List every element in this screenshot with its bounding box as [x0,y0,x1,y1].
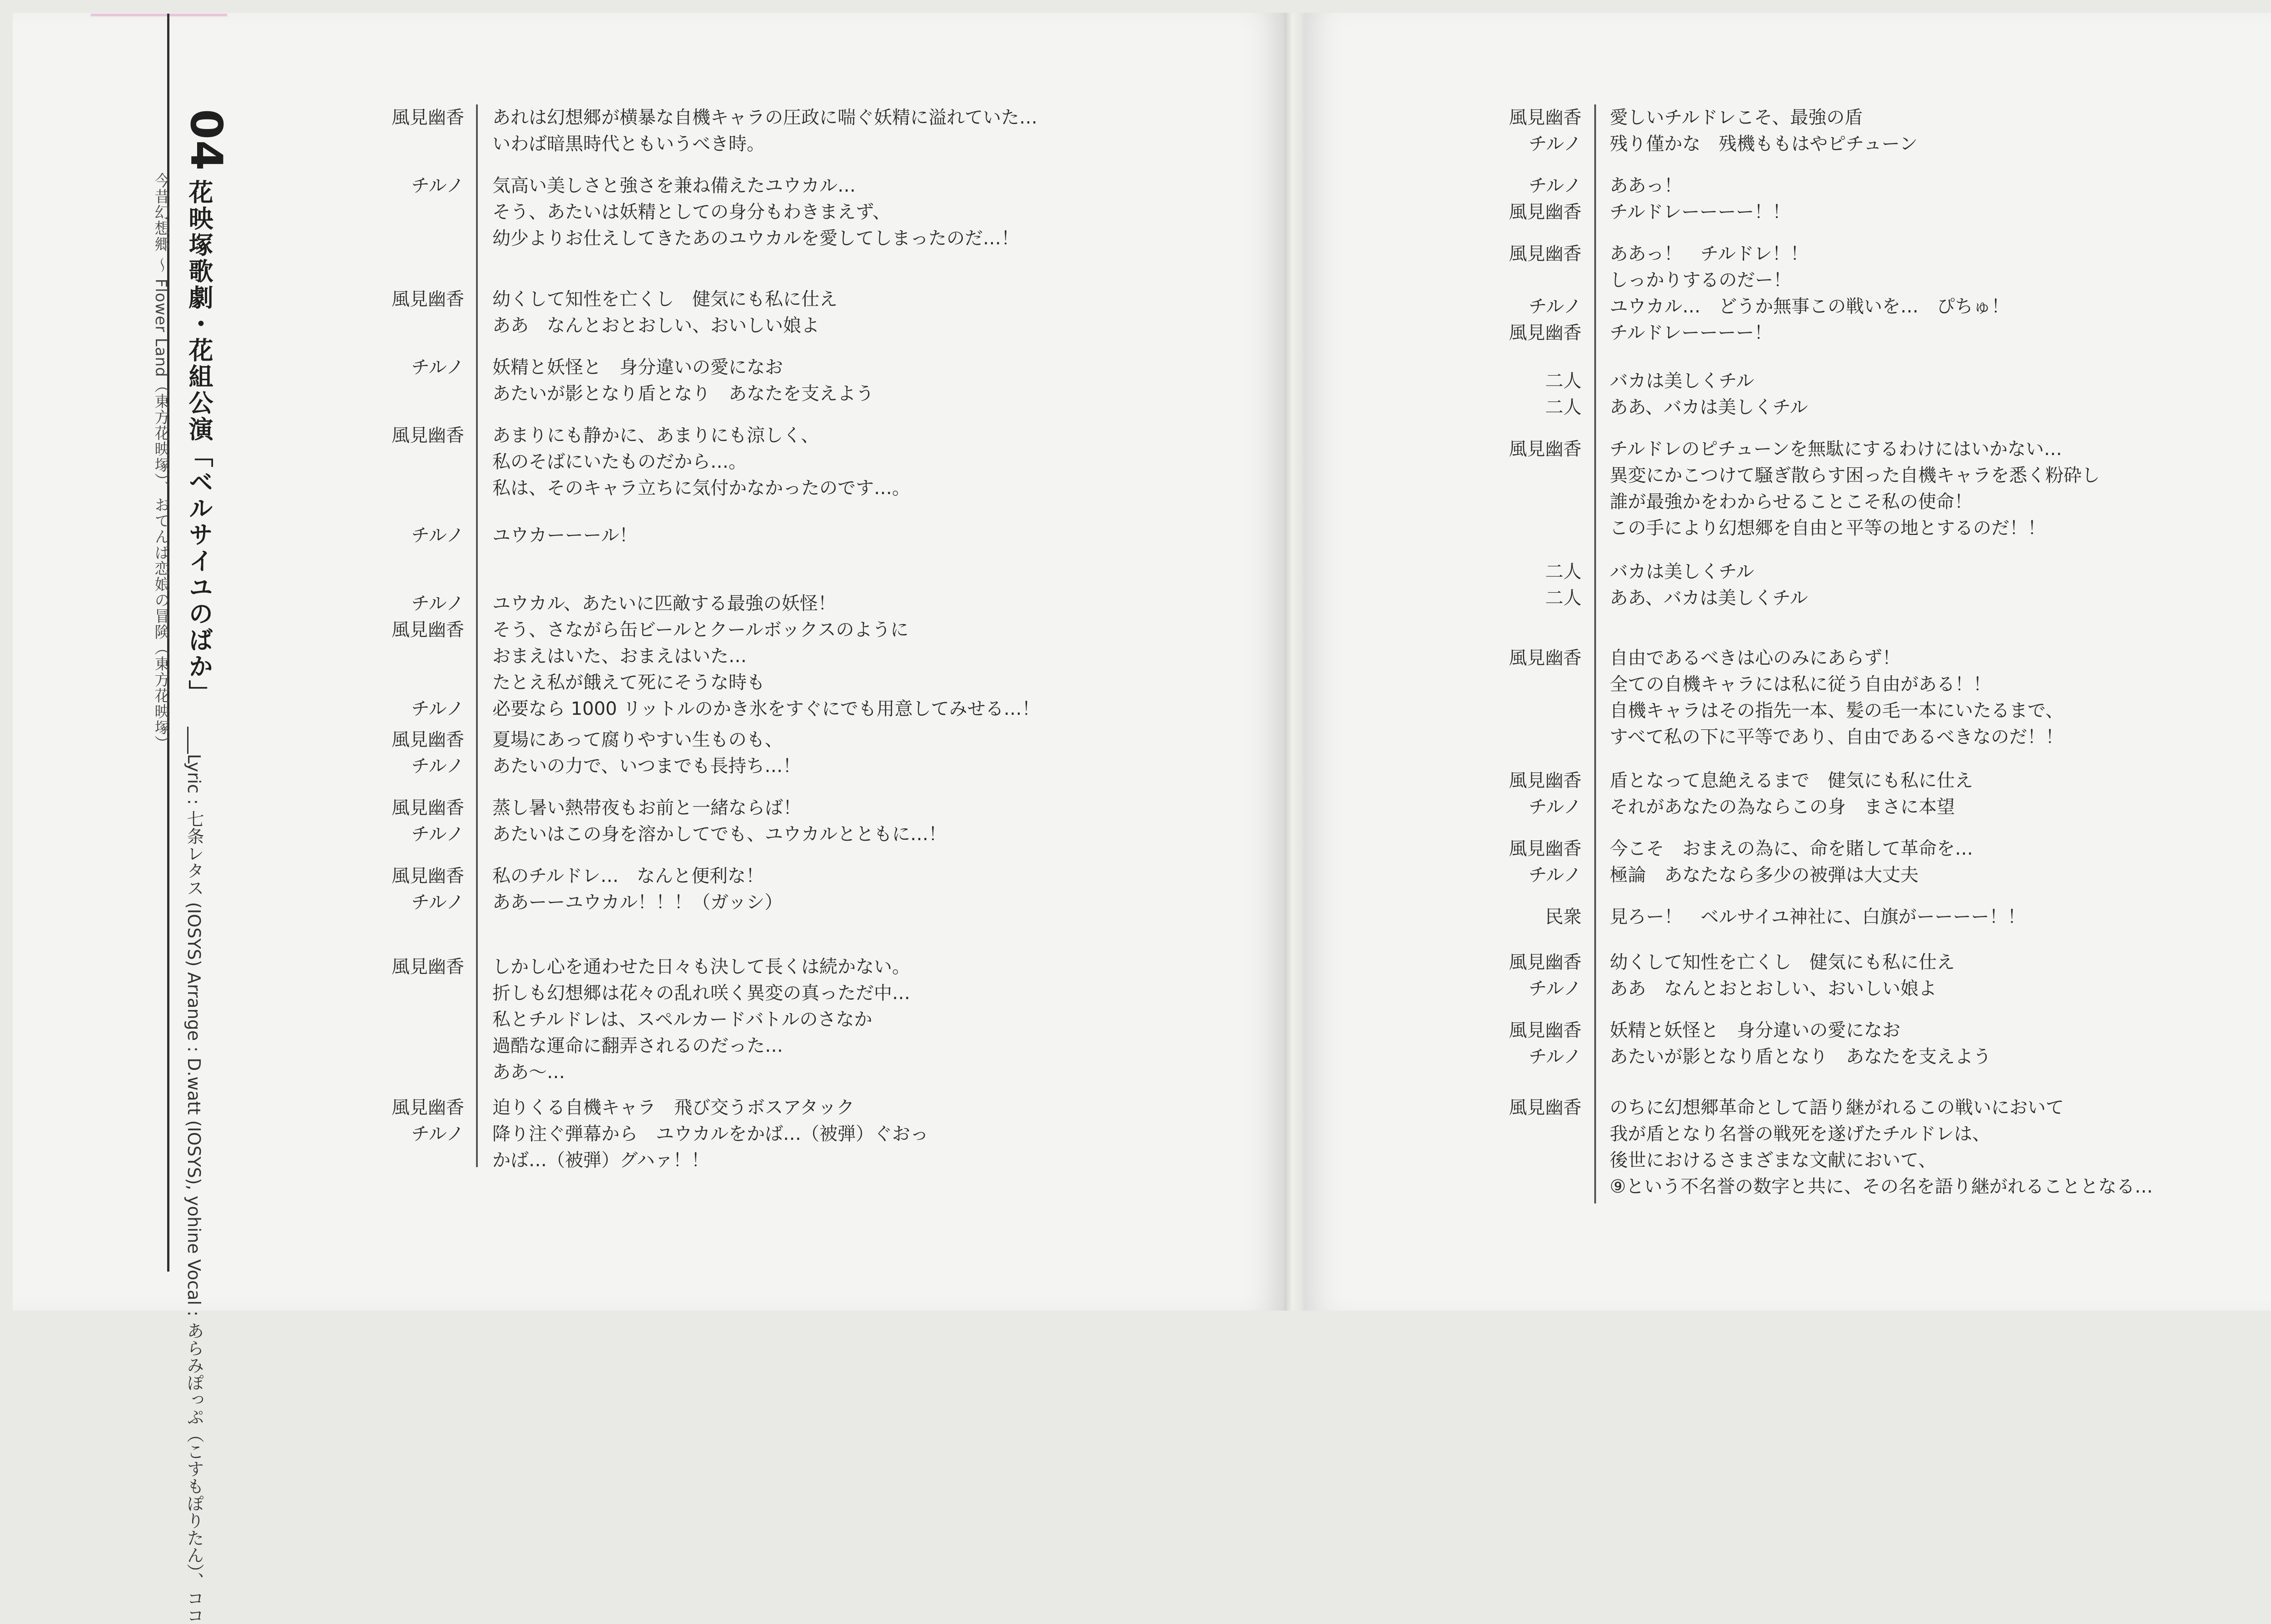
speaker-name [345,1033,464,1059]
lyric-line [1463,975,2235,1002]
speaker-name: 風見幽香 [392,619,464,640]
lyric-text: しかし心を通わせた日々も決して長くは続かない。 [492,956,910,977]
lyric-line [1463,515,2235,541]
speaker-name: 風見幽香 [1509,1097,1582,1118]
lyric-text: 妖精と妖怪と 身分違いの愛になお [492,357,783,378]
lyric-line [1463,267,2235,293]
lyric-text: 誰が最強かをわからせることこそ私の使命！ [1610,491,1973,512]
lyric-text: おまえはいた、おまえはいた… [492,646,747,667]
speaker-name: チルノ [1528,1046,1582,1067]
speaker-name: 風見幽香 [1509,770,1582,791]
lyric-text: ユウカーーール！ [492,525,638,546]
speaker-name: チルノ [411,593,464,614]
lyric-line [1463,320,2235,346]
speaker-name: チルノ [1528,865,1582,886]
lyric-text: 折しも幻想郷は花々の乱れ咲く異変の真っただ中… [492,983,910,1004]
lyric-text: あまりにも静かに、あまりにも涼しく、 [492,425,819,446]
speaker-name: チルノ [411,824,464,845]
lyric-line [1463,394,2235,421]
lyric-line [345,863,1163,889]
lyric-line [1463,173,2235,199]
lyric-line [345,131,1163,157]
lyric-text: 自機キャラはその指先一本、髪の毛一本にいたるまで、 [1610,700,2064,721]
speaker-name: 風見幽香 [392,107,464,128]
lyric-text: ああ なんとおとおしい、おいしい娘よ [492,315,819,336]
speaker-name: チルノ [1528,978,1582,999]
lyric-text: いわば暗黒時代ともいうべき時。 [492,134,765,154]
lyric-text: ああーーユウカル！！！（ガッシ） [492,892,783,913]
lyric-text: 自由であるべきは心のみにあらず！ [1610,648,1900,668]
speaker-name [345,131,464,157]
speaker-name: 風見幽香 [1509,1020,1582,1041]
speaker-name [345,199,464,225]
lyric-line [1463,1017,2235,1044]
lyric-stanza [1463,836,2235,888]
lyric-text: そう、さながら缶ビールとクールボックスのように [492,619,909,640]
speaker-name [1463,489,1582,515]
lyric-text: あたいの力で、いつまでも長持ち…！ [492,756,801,777]
lyric-line [345,199,1163,225]
lyric-stanza [345,727,1163,779]
speaker-name [345,1147,464,1173]
lyric-line [345,980,1163,1006]
lyric-line [1463,489,2235,515]
lyric-text: 私は、そのキャラ立ちに気付かなかったのです…。 [492,478,910,499]
lyric-line [1463,1173,2235,1200]
speaker-name: チルノ [411,525,464,546]
lyric-stanza [1463,1094,2235,1200]
speaker-name [1463,1121,1582,1147]
lyric-text: ああ、バカは美しくチル [1610,588,1808,609]
lyric-text: 私のそばにいたものだから…。 [492,451,747,472]
lyric-stanza [1463,241,2235,346]
lyric-line [345,795,1163,821]
lyric-stanza [1463,1017,2235,1070]
track-source: 今昔幻想郷 ～ Flower Land（東方花映塚）、おてんば恋娘の冒険（東方花映塚） [152,173,170,751]
lyric-line [345,1059,1163,1085]
lyric-text: 必要なら 1000 リットルのかき氷をすぐにでも用意してみせる…！ [492,698,1040,719]
lyric-text: それがあなたの為ならこの身 まさに本望 [1610,797,1955,817]
speaker-name: 風見幽香 [1509,243,1582,264]
speaker-name [345,643,464,669]
speaker-name [345,225,464,252]
lyric-line [1463,645,2235,671]
lyric-line [1463,862,2235,888]
lyric-stanza [1463,104,2235,157]
lyric-text: バカは美しくチル [1610,561,1754,582]
lyric-line [1463,794,2235,820]
speaker-name [1463,515,1582,541]
speaker-name: チルノ [1528,296,1582,317]
lyric-text: 今こそ おまえの為に、命を賭して革命を… [1610,838,1973,859]
lyric-text: あたいが影となり盾となり あなたを支えよう [492,383,874,404]
speaker-name [345,980,464,1006]
speaker-name [345,669,464,696]
track-credits: Lyric : 七条レタス (IOSYS) Arrange : D.watt (IOSYS), yohine Vocal : あらみぽっぷ（こすもぽりたん）、ココ [184,754,204,1624]
lyric-text: 見ろー！ ベルサイユ神社に、白旗がーーーー！！ [1610,906,2026,927]
lyric-line [1463,904,2235,930]
lyric-line [345,821,1163,847]
lyric-text: しっかりするのだー！ [1610,270,1791,291]
lyric-line [345,590,1163,617]
lyric-text: 過酷な運命に翻弄されるのだった… [492,1035,783,1056]
lyric-line [1463,836,2235,862]
lyric-line [345,225,1163,252]
top-accent-bar [91,14,227,16]
lyric-text: 私とチルドレは、スペルカードバトルのさなか [492,1009,873,1030]
speaker-name: 風見幽香 [1509,648,1582,668]
lyric-line [345,669,1163,696]
lyric-text: ああ なんとおとおしい、おいしい娘よ [1610,978,1937,999]
lyric-line [1463,698,2235,724]
lyric-line [345,954,1163,980]
lyric-text: のちに幻想郷革命として語り継がれるこの戦いにおいて [1610,1097,2064,1118]
lyric-line [1463,671,2235,698]
lyric-stanza [345,954,1163,1085]
lyric-text: 我が盾となり名誉の戦死を遂げたチルドレは、 [1610,1124,1990,1144]
lyric-text: かば…（被弾）グハァ！！ [492,1150,709,1171]
speaker-name: 風見幽香 [392,425,464,446]
lyric-line [1463,1121,2235,1147]
speaker-name: チルノ [411,698,464,719]
lyric-text: そう、あたいは妖精としての身分もわきまえず、 [492,202,891,223]
lyric-line [1463,436,2235,462]
lyric-stanza [345,286,1163,339]
lyric-text: 降り注ぐ弾幕から ユウカルをかば…（被弾）ぐおっ [492,1124,928,1144]
lyric-text: あたいはこの身を溶かしてでも、ユウカルとともに…！ [492,824,947,845]
lyric-text: 幼くして知性を亡くし 健気にも私に仕え [1610,952,1955,973]
lyric-line [345,753,1163,779]
speaker-name: チルノ [1528,797,1582,817]
lyric-text: あれは幻想郷が横暴な自機キャラの圧政に喘ぐ妖精に溢れていた… [492,107,1037,128]
lyric-stanza [1463,645,2235,750]
speaker-name: チルノ [411,1124,464,1144]
lyric-text: ああっ！ [1610,175,1682,196]
lyric-text: 全ての自機キャラには私に従う自由がある！！ [1610,674,1991,695]
lyric-line [1463,724,2235,750]
speaker-name: 風見幽香 [1509,107,1582,128]
lyric-stanza [345,522,1163,549]
lyric-stanza [1463,559,2235,611]
speaker-name: チルノ [411,892,464,913]
lyric-line [345,727,1163,753]
speaker-name: 風見幽香 [1509,439,1582,460]
lyric-line [1463,199,2235,225]
lyric-line [345,643,1163,669]
speaker-name [345,449,464,475]
lyric-line [1463,241,2235,267]
speaker-name: 風見幽香 [392,797,464,818]
lyric-stanza [1463,436,2235,541]
lyric-text: たとえ私が餓えて死にそうな時も [492,672,765,693]
speaker-name: 二人 [1545,371,1582,391]
speaker-name: チルノ [411,175,464,196]
speaker-name: チルノ [1528,175,1582,196]
lyric-text: 蒸し暑い熱帯夜もお前と一緒ならば！ [492,797,801,818]
speaker-name: 二人 [1545,561,1582,582]
lyric-line [345,889,1163,916]
lyric-text: ユウカル… どうか無事この戦いを… ぴちゅ！ [1610,296,2009,317]
speaker-name: チルノ [411,357,464,378]
lyric-stanza [1463,767,2235,820]
lyric-text: 盾となって息絶えるまで 健気にも私に仕え [1610,770,1973,791]
lyric-line [345,104,1163,131]
lyric-line [345,354,1163,381]
lyric-line [1463,104,2235,131]
lyric-stanza [345,863,1163,916]
speaker-name: 風見幽香 [1509,322,1582,343]
lyric-line [345,696,1163,722]
lyric-stanza [345,1094,1163,1173]
lyric-text: あたいが影となり盾となり あなたを支えよう [1610,1046,1991,1067]
lyric-line [345,1121,1163,1147]
lyric-line [345,475,1163,501]
lyric-line [345,173,1163,199]
lyric-text: バカは美しくチル [1610,371,1754,391]
lyric-text: 後世におけるさまざまな文献において、 [1610,1150,1937,1171]
lyric-text: ⑨という不名誉の数字と共に、その名を語り継がれることとなる… [1610,1176,2153,1197]
book-gutter [1284,13,1304,1311]
speaker-name: 風見幽香 [392,1097,464,1118]
speaker-name: 二人 [1545,588,1582,609]
lyric-line [1463,559,2235,585]
speaker-name [345,1006,464,1033]
lyric-line [1463,462,2235,489]
speaker-name [345,312,464,339]
lyric-line [345,449,1163,475]
lyric-stanza [1463,949,2235,1002]
lyric-line [1463,293,2235,320]
lyric-text: 気高い美しさと強さを兼ね備えたユウカル… [492,175,856,196]
lyric-text: ああ、バカは美しくチル [1610,397,1808,418]
lyric-stanza [345,422,1163,501]
lyric-text: ああ～… [492,1062,565,1083]
lyric-text: チルドレーーーー！！ [1610,202,1790,223]
lyric-stanza [1463,173,2235,225]
lyric-line [345,312,1163,339]
lyric-text: 私のチルドレ… なんと便利な！ [492,866,764,886]
lyric-text: 夏場にあって腐りやすい生ものも、 [492,729,783,750]
speaker-name: 風見幽香 [1509,202,1582,223]
speaker-name [1463,698,1582,724]
speaker-name [1463,1147,1582,1173]
lyric-line [1463,1147,2235,1173]
lyric-stanza [345,590,1163,722]
lyric-line [345,617,1163,643]
speaker-name: チルノ [411,756,464,777]
lyric-text: 残り僅かな 残機ももはやピチューン [1610,134,1918,154]
speaker-name [345,475,464,501]
speaker-name [1463,1173,1582,1200]
credits-rule [187,727,188,754]
lyric-line [345,422,1163,449]
speaker-name [1463,724,1582,750]
speaker-name: チルノ [1528,134,1582,154]
speaker-name: 民衆 [1545,906,1582,927]
lyric-stanza [1463,904,2235,930]
lyric-line [1463,585,2235,611]
lyric-line [345,286,1163,312]
speaker-name: 風見幽香 [392,289,464,310]
lyric-line [1463,1044,2235,1070]
lyric-line [1463,1094,2235,1121]
lyric-line [345,1006,1163,1033]
lyric-line [345,381,1163,407]
lyric-text: すべて私の下に平等であり、自由であるべきなのだ！！ [1610,727,2064,748]
lyric-text: ああっ！ チルドレ！！ [1610,243,1809,264]
speaker-name: 風見幽香 [1509,838,1582,859]
lyric-text: 幼くして知性を亡くし 健気にも私に仕え [492,289,838,310]
lyric-stanza [1463,368,2235,421]
lyric-line [1463,949,2235,975]
lyric-line [1463,368,2235,394]
lyric-text: 異変にかこつけて騒ぎ散らす困った自機キャラを悉く粉砕し [1610,465,2100,486]
speaker-name: 風見幽香 [392,729,464,750]
lyric-stanza [345,173,1163,252]
lyric-text: 愛しいチルドレこそ、最強の盾 [1610,107,1863,128]
lyric-line [345,1033,1163,1059]
lyric-stanza [345,795,1163,847]
lyric-text: 妖精と妖怪と 身分違いの愛になお [1610,1020,1900,1041]
lyric-text: チルドレーーーー！ [1610,322,1772,343]
lyric-text: この手により幻想郷を自由と平等の地とするのだ！！ [1610,518,2046,539]
lyric-line [345,1147,1163,1173]
speaker-name: 二人 [1545,397,1582,418]
lyric-stanza [345,354,1163,407]
lyric-line [345,522,1163,549]
speaker-name: 風見幽香 [1509,952,1582,973]
speaker-name [345,1059,464,1085]
lyric-text: 幼少よりお仕えしてきたあのユウカルを愛してしまったのだ…！ [492,228,1019,249]
speaker-name [1463,462,1582,489]
track-number: 04 [181,109,232,172]
lyric-text: チルドレのピチューンを無駄にするわけにはいかない… [1610,439,2062,460]
track-title: 花映塚歌劇・花組公演「ベルサイユのばか」 [185,179,213,706]
lyric-stanza [345,104,1163,157]
speaker-name [1463,671,1582,698]
lyric-line [345,1094,1163,1121]
speaker-name: 風見幽香 [392,866,464,886]
lyric-text: 極論 あなたなら多少の被弾は大丈夫 [1610,865,1919,886]
lyric-line [1463,767,2235,794]
lyric-text: 迫りくる自機キャラ 飛び交うボスアタック [492,1097,855,1118]
lyric-line [1463,131,2235,157]
speaker-name [345,381,464,407]
speaker-name: 風見幽香 [392,956,464,977]
lyric-text: ユウカル、あたいに匹敵する最強の妖怪！ [492,593,836,614]
speaker-name [1463,267,1582,293]
